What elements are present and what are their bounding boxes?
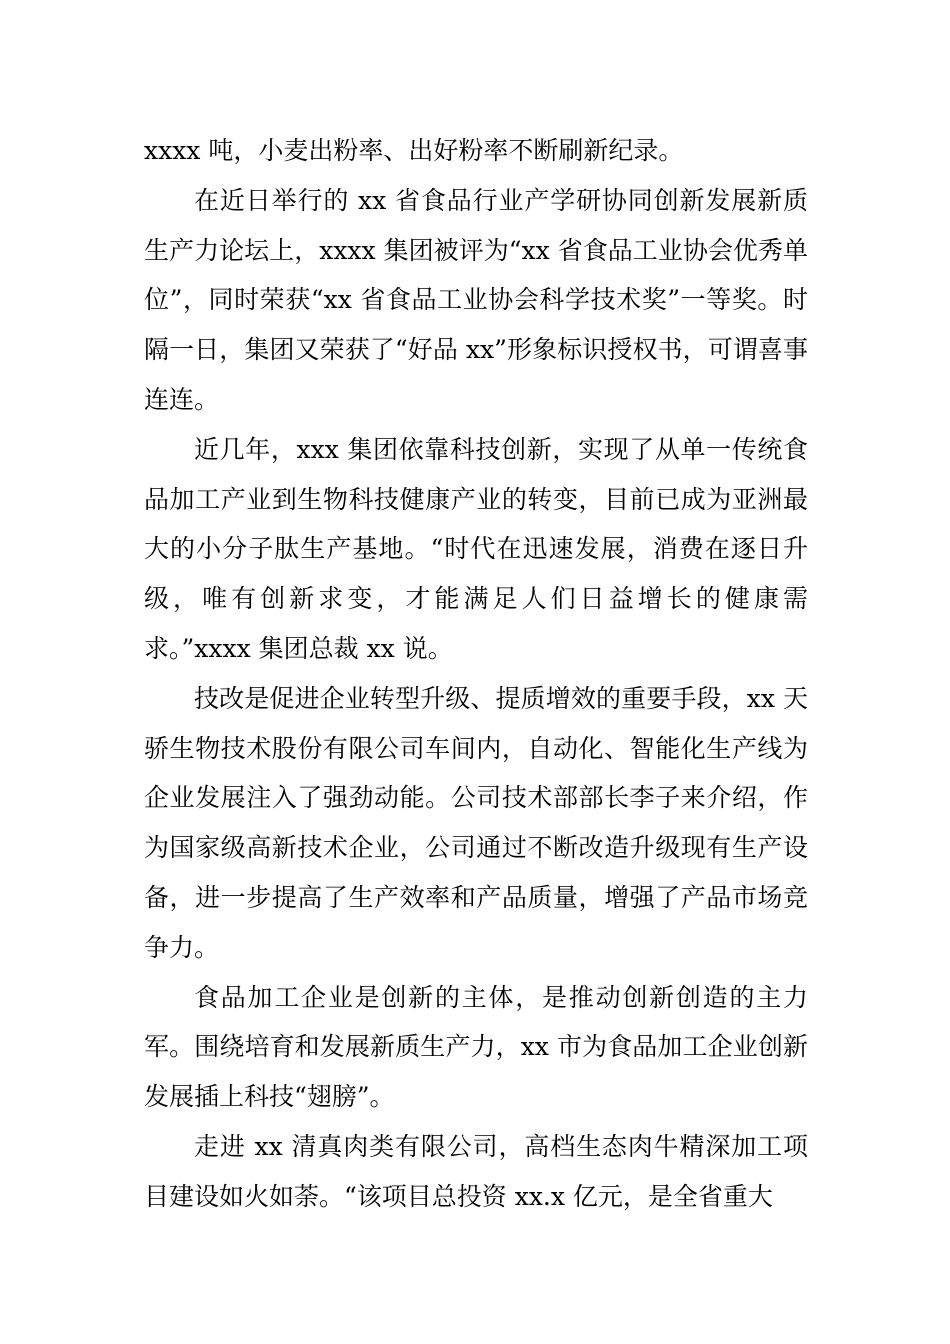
paragraph-innovation-subject: 食品加工企业是创新的主体，是推动创新创造的主力军。围绕培育和发展新质生产力，xx 市为食品加工企业创新发展插上科技“翅膀”。: [144, 982, 808, 1112]
paragraph-continuation: xxxx 吨，小麦出粉率、出好粉率不断刷新纪录。: [144, 136, 684, 165]
document-body: [144, 126, 808, 1222]
paragraph-tech-upgrade: 技改是促进企业转型升级、提质增效的重要手段，xx 天骄生物技术股份有限公司车间内，自动化、智能化生产线为企业发展注入了强劲动能。公司技术部部长李子来介绍，作为国家级高新技术企业，公司通过不断改造升级现有生产设备，进一步提高了生产效率和产品质量，增强了产品市场竞争力。: [144, 683, 808, 962]
paragraph-tech-innovation: 近几年，xxx 集团依靠科技创新，实现了从单一传统食品加工产业到生物科技健康产业的转变，目前已成为亚洲最大的小分子肽生产基地。“时代在迅速发展，消费在逐日升级，唯有创新求变，才能满足人们日益增长的健康需求。”xxxx 集团总裁 xx 说。: [144, 434, 808, 663]
paragraph-forum-award: 在近日举行的 xx 省食品行业产学研协同创新发展新质生产力论坛上，xxxx 集团被评为“xx 省食品工业协会优秀单位”，同时荣获“xx 省食品工业协会科学技术奖”一等奖。时隔一日，集团又荣获了“好品 xx”形象标识授权书，可谓喜事连连。: [144, 185, 808, 414]
paragraph-beef-project: 走进 xx 清真肉类有限公司，高档生态肉牛精深加工项目建设如火如荼。“该项目总投资 xx.x 亿元，是全省重大: [144, 1131, 808, 1211]
